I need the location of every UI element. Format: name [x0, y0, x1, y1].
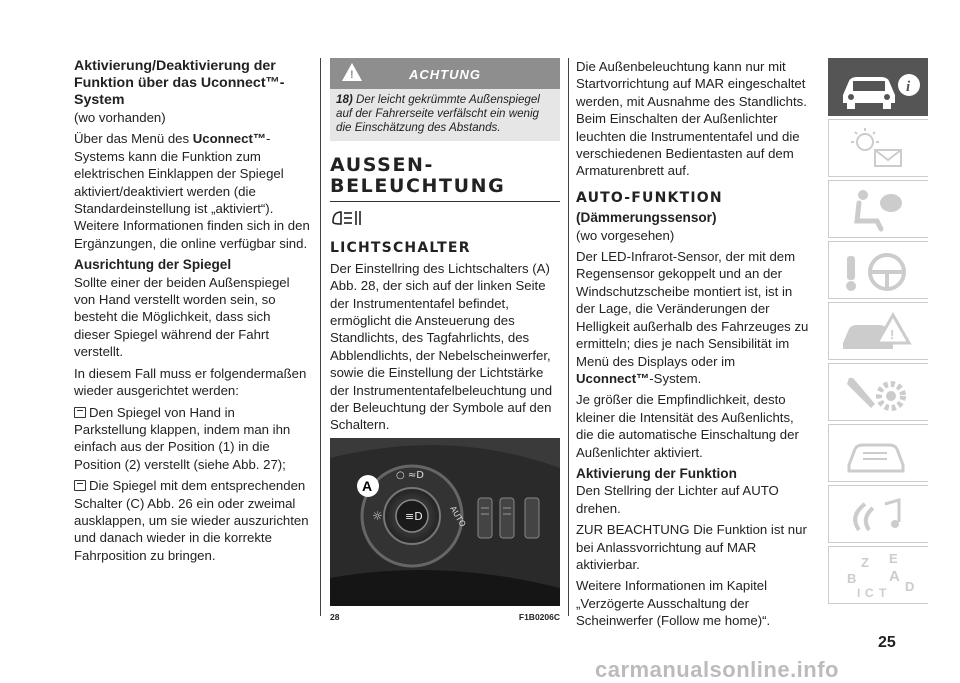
left-column [74, 58, 310, 568]
tab-warning-lights[interactable] [828, 119, 928, 177]
svg-text:Z: Z [861, 555, 869, 570]
tab-start-drive[interactable] [828, 241, 928, 299]
wrench-gear-icon [829, 364, 929, 422]
car-data-icon [829, 425, 929, 483]
paragraph-light-switch: Der Einstellring des Lichtschalters (A) Abb. 28, der sich auf der linken Seite der Instrumententafel befindet, ermöglicht die Ansteuerung des Standlichts, des Tagfahrlichts, des Abblendlichts, der Nebelscheinwerfer, sowie die Einstellung der Lichtstärke der Instrumententafelbeleuchtung und der Beleuchtung der Symbole auf den Schaltern. [330, 260, 553, 433]
svg-text:D: D [905, 579, 915, 594]
section-title: AUSSEN-BELEUCHTUNG [330, 154, 506, 197]
bullet-item-2: Die Spiegel mit dem entsprechenden Schalter (C) Abb. 26 ein oder zweimal ausklappen, um sie wieder auszurichten und danach wieder in die korrekte Fahrposition zu bringen. [74, 478, 309, 563]
multimedia-icon [829, 486, 929, 544]
tab-emergency[interactable] [828, 302, 928, 360]
column-divider [568, 58, 569, 616]
paragraph-sensor: Der LED-Infrarot-Sensor, der mit dem Regensensor gekoppelt und an der Windschutzscheibe montiert ist, ist in der Lage, die Veränderungen der Helligkeit außerhalb des Fahrzeuges zu ermitteln; dies je nach Sensibilität im Menü des Displays oder im Uconnect™-System. [576, 249, 809, 386]
svg-text:!: ! [890, 327, 895, 342]
warning-triangle-icon: ! [342, 63, 362, 81]
car-emergency-icon [829, 303, 929, 361]
svg-text:B: B [847, 571, 857, 586]
figure-caption [330, 609, 560, 626]
svg-text:AUTO: AUTO [448, 504, 468, 529]
paragraph-more-info: Weitere Informationen im Kapitel „Verzögerte Ausschaltung der Scheinwerfer (Follow me home)“. [576, 578, 771, 629]
paragraph-sensitivity: Je größer die Empfindlichkeit, desto kleiner die Intensität des Außenlichts, die die automatische Einschaltung der Außenlichter aktiviert. [576, 392, 799, 460]
bullet-item-1: Den Spiegel von Hand in Parkstellung klappen, indem man ihn einfach aus der Position (1) in die Position (2) verstellt (siehe Abb. 27); [74, 404, 291, 472]
warning-body [330, 89, 560, 141]
svg-text:○ ≈D: ○ ≈D [396, 469, 424, 481]
paragraph-uconnect: Über das Menü des Uconnect™-Systems kann die Funktion zum elektrischen Einklappen der Spiegel aktiviert/deaktiviert werden (die Standardeinstellung ist „aktiviert“). Weitere Informationen finden sich in den Ergänzungen, die online verfügbar sind. [74, 131, 310, 251]
bullet-icon [74, 480, 86, 491]
light-switch-figure [330, 438, 560, 606]
tab-multimedia[interactable] [828, 485, 928, 543]
paragraph-note: ZUR BEACHTUNG Die Funktion ist nur bei Anlassvorrichtung auf MAR aktivierbar. [576, 522, 807, 572]
heading-activation: Aktivierung der Funktion [576, 465, 737, 481]
svg-text:A: A [889, 568, 900, 585]
svg-text:≡D: ≡D [405, 509, 423, 523]
section-rule [330, 201, 560, 202]
warning-lights-icon [829, 120, 929, 178]
paragraph-exterior-lights: Die Außenbeleuchtung kann nur mit Startvorrichtung auf MAR eingeschaltet werden, mit Ausnahme des Standlichts. Beim Einschalten der Außenlichter leuchten die Instrumententafel und die verschiedenen Bedientasten auf dem Armaturenbrett auf. [576, 59, 807, 179]
tab-technical-data[interactable] [828, 424, 928, 482]
warning-number: 18) [336, 93, 353, 106]
svg-text:i: i [906, 79, 911, 95]
tab-vehicle-info[interactable] [828, 58, 928, 116]
svg-text:A: A [362, 477, 373, 494]
light-switch-illustration [330, 438, 560, 606]
car-info-icon [829, 59, 929, 117]
tab-safety[interactable] [828, 180, 928, 238]
footer-watermark: carmanualsonline.info [595, 657, 839, 682]
svg-text:☼: ☼ [372, 508, 383, 523]
svg-text:E: E [889, 551, 898, 566]
paragraph-turn-ring: Den Stellring der Lichter auf AUTO drehen. [576, 483, 779, 516]
paragraph-mirror-moved: Sollte einer der beiden Außenspiegel von Hand verstellt worden sein, so besteht die Möglichkeit, dass sich dieser Spiegel während der Fahrt verstellt. [74, 274, 290, 360]
airbag-seat-icon [829, 181, 929, 239]
figure-number: 28 [330, 611, 340, 622]
middle-column [330, 58, 560, 626]
chapter-tabs [828, 58, 928, 607]
paragraph-realign: In diesem Fall muss er folgendermaßen wieder ausgerichtet werden: [74, 365, 307, 399]
availability-note: (wo vorhanden) [74, 110, 166, 125]
availability-note: (wo vorgesehen) [576, 227, 675, 243]
svg-text:C: C [865, 586, 874, 600]
key-steering-icon [829, 242, 929, 300]
svg-text:I: I [857, 586, 861, 600]
warning-header [330, 58, 560, 89]
page-number: 25 [878, 634, 896, 651]
column-divider [320, 58, 321, 616]
warning-text: Der leicht gekrümmte Außenspiegel auf der Fahrerseite verfälscht ein wenig die Einschätzung des Abstands. [336, 93, 540, 134]
svg-text:T: T [879, 586, 887, 600]
heading-mirror-fold: Aktivierung/Deaktivierung der Funktion über das Uconnect™-System [74, 58, 285, 108]
figure-code: F1B0206C [518, 611, 560, 622]
heading-dusk-sensor: (Dämmerungssensor) [576, 210, 717, 226]
right-column [576, 58, 812, 634]
heading-mirror-alignment: Ausrichtung der Spiegel [74, 257, 232, 273]
tab-index[interactable] [828, 546, 928, 604]
headlight-icon [330, 208, 370, 228]
bullet-icon [74, 407, 86, 418]
subsection-title: LICHTSCHALTER [330, 240, 471, 257]
warning-title: ACHTUNG [409, 67, 481, 82]
index-letters-icon [829, 547, 929, 605]
heading-auto-function: AUTO-FUNKTION [576, 189, 723, 206]
tab-maintenance[interactable] [828, 363, 928, 421]
